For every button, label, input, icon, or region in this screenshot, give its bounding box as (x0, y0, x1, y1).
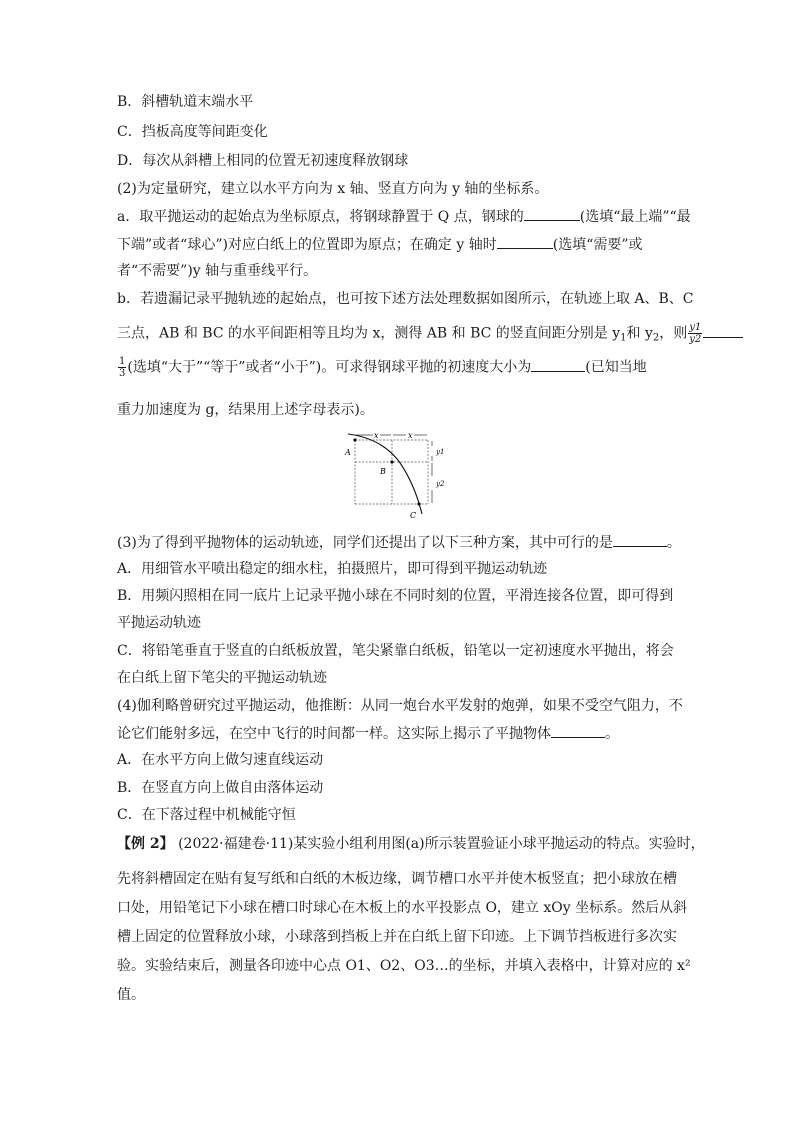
q2-a-line2 (117, 234, 643, 255)
example2-line5: 验。实验结束后，测量各印迹中心点 O1、O2、O3…的坐标，并填入表格中，计算对应的 x² (117, 958, 691, 974)
grid-lines (355, 440, 428, 504)
q2-b-line4: 重力加速度为 g，结果用上述字母表示)。 (117, 402, 374, 418)
fraction-numerator: y1 (689, 322, 702, 333)
fraction-one-third (118, 356, 126, 379)
point-c-dot (417, 502, 420, 505)
q2-a-line1 (117, 206, 691, 227)
fraction-numerator: 1 (119, 356, 126, 367)
answer-blank[interactable] (497, 234, 553, 249)
q3-option-b-line1: B．用频闪照相在同一底片上记录平抛小球在不同时刻的位置，平滑连接各位置，即可得到 (117, 588, 674, 604)
label-x2: x (408, 432, 413, 440)
trajectory-figure (340, 432, 460, 522)
q4-line2: 论它们能射多远，在空中飞行的时间都一样。这实际上揭示了平抛物体 。 (117, 723, 619, 744)
q4-line2-text: 论它们能射多远，在空中飞行的时间都一样。这实际上揭示了平抛物体 (117, 726, 551, 742)
label-point-a: A (345, 448, 351, 457)
example2-line3: 口处，用铅笔记下小球在槽口时球心在木板上的水平投影点 O，建立 xOy 坐标系。然后从斜 (117, 900, 688, 916)
q4-option-b: B．在竖直方向上做自由落体运动 (117, 780, 324, 796)
label-point-b: B (380, 467, 386, 476)
q2-b-line1: b．若遗漏记录平抛轨迹的起始点，也可按下述方法处理数据如图所示，在轨迹上取 A、B、C (117, 291, 694, 307)
label-point-c: C (410, 511, 417, 520)
example2-line1 (117, 834, 705, 854)
answer-blank[interactable] (613, 532, 667, 547)
point-a-dot (353, 438, 356, 441)
q3-intro-text: (3)为了得到平抛物体的运动轨迹，同学们还提出了以下三种方案，其中可行的是 (117, 535, 613, 551)
q3-option-a: A．用细管水平喷出稳定的细水柱，拍摄照片，即可得到平抛运动轨迹 (117, 561, 548, 577)
q2-b-line3 (117, 356, 647, 379)
q1-option-b: B．斜槽轨道末端水平 (117, 94, 254, 110)
q2-a-line1-tail: (选填“最上端”“最 (579, 209, 691, 225)
q2-b-line2-post: ，则 (659, 325, 688, 342)
q3-option-c-line1: C．将铅笔垂直于竖直的白纸板放置，笔尖紧靠白纸板，铅笔以一定初速度水平抛出，将会 (117, 643, 674, 659)
q2-a-line2-tail: (选填“需要”或 (552, 237, 643, 253)
answer-blank[interactable] (531, 357, 585, 372)
q2-a-line3: 者“不需要”)y 轴与重垂线平行。 (117, 263, 318, 279)
q3-option-b-line2: 平抛运动轨迹 (117, 615, 201, 631)
q4-option-c: C．在下落过程中机械能守恒 (117, 807, 296, 823)
q3-option-c-line2: 在白纸上留下笔尖的平抛运动轨迹 (117, 670, 327, 686)
q2-b-line3-tail: (已知当地 (585, 359, 647, 376)
q2-a-line1-text: a．取平抛运动的起始点为坐标原点，将钢球静置于 Q 点，钢球的 (117, 209, 524, 225)
fraction-denominator: 3 (119, 368, 126, 379)
fraction-y1-y2 (688, 322, 702, 345)
q2-b-line2-mid: 和 y (626, 325, 653, 342)
q4-line1: (4)伽利略曾研究过平抛运动，他推断：从同一炮台水平发射的炮弹，如果不受空气阻力，不 (117, 698, 683, 714)
answer-blank[interactable] (524, 206, 580, 221)
q2-b-line2-text: 三点，AB 和 BC 的水平间距相等且均为 x，测得 AB 和 BC 的竖直间距分别是 y (117, 325, 621, 342)
answer-blank[interactable] (551, 723, 605, 738)
example2-line1-text: (2022·福建卷·11)某实验小组利用图(a)所示装置验证小球平抛运动的特点。实验时， (178, 836, 705, 852)
label-x1: x (374, 432, 379, 440)
example2-line6: 值。 (117, 987, 145, 1003)
q1-option-c: C．挡板高度等间距变化 (117, 124, 268, 140)
q1-option-d: D．每次从斜槽上相同的位置无初速度释放钢球 (117, 153, 409, 169)
example2-line2: 先将斜槽固定在贴有复写纸和白纸的木板边缘，调节槽口水平并使木板竖直；把小球放在槽 (117, 871, 677, 887)
q2-b-line3-text: (选填“大于”“等于”或者“小于”)。可求得钢球平抛的初速度大小为 (127, 359, 532, 376)
trajectory-diagram (340, 432, 460, 522)
q4-option-a: A．在水平方向上做匀速直线运动 (117, 752, 324, 768)
fraction-denominator: y2 (689, 334, 702, 345)
label-y2: y2 (436, 480, 445, 488)
example2-line4: 槽上固定的位置释放小球，小球落到挡板上并在白纸上留下印迹。上下调节挡板进行多次实 (117, 929, 677, 945)
point-b-dot (390, 460, 393, 463)
q2-b-line2: 三点，AB 和 BC 的水平间距相等且均为 x，测得 AB 和 BC 的竖直间距分别是 $y_1$和 $y_2$，则 $\frac{y1}{y2}$ (117, 322, 743, 349)
label-y1: y1 (436, 448, 445, 456)
q2-intro: (2)为定量研究，建立以水平方向为 x 轴、竖直方向为 y 轴的坐标系。 (117, 181, 549, 197)
answer-blank[interactable] (703, 323, 743, 338)
example-tag: 【例 2】 (117, 836, 174, 852)
q3-intro: (3)为了得到平抛物体的运动轨迹，同学们还提出了以下三种方案，其中可行的是 。 (117, 532, 681, 553)
q2-a-line2-text: 下端”或者“球心”)对应白纸上的位置即为原点；在确定 y 轴时 (117, 237, 497, 253)
